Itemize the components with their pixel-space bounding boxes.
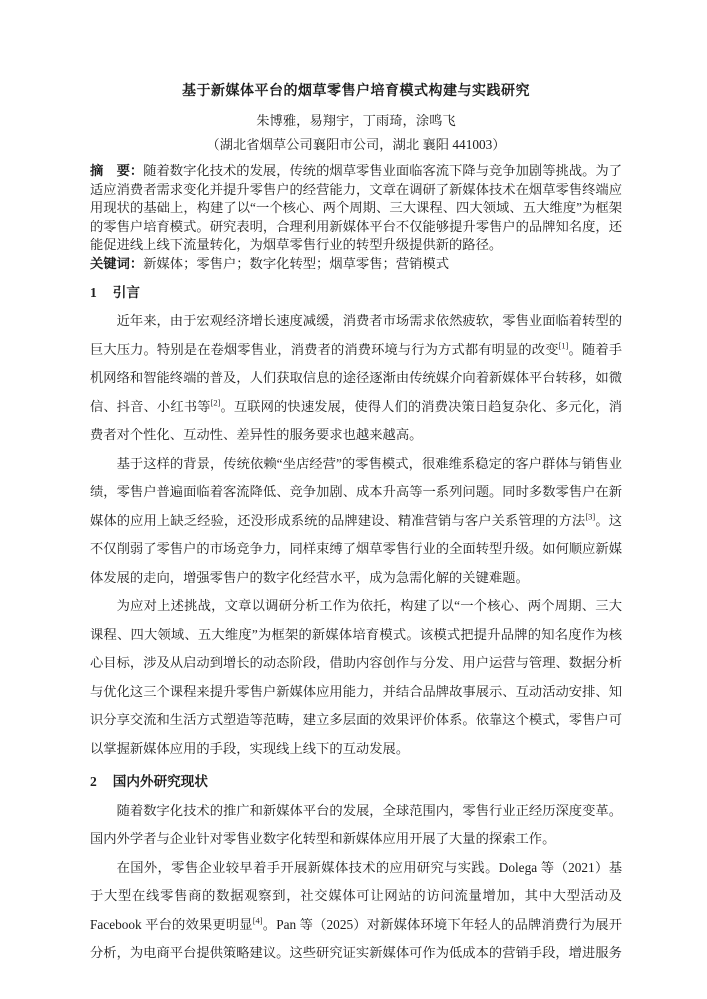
- affiliation-line: （湖北省烟草公司襄阳市公司，湖北 襄阳 441003）: [206, 137, 506, 152]
- section-heading: [90, 279, 622, 308]
- section-title: 国内外研究现状: [112, 774, 208, 790]
- section-number: 2: [90, 774, 97, 790]
- sections: [90, 279, 622, 968]
- keywords-label: 关键词：: [90, 255, 144, 271]
- keywords-text: 新媒体；零售户；数字化转型；烟草零售；营销模式: [143, 255, 450, 271]
- authors-line: 朱博雅，易翔宇，丁雨琦，涂鸣飞: [256, 113, 456, 128]
- section-heading: [90, 768, 622, 797]
- section-number: 1: [90, 284, 97, 300]
- body-paragraph: 为应对上述挑战，文章以调研分析工作为依托，构建了以“一个核心、两个周期、三大课程、四大领域、五大维度”为框架的新媒体培育模式。该模式把提升品牌的知名度作为核心目标，涉及从启动到增长的动态阶段，借助内容创作与分发、用户运营与管理、数据分析与优化这三个课程来提升零售户新媒体应用能力，并结合品牌故事展示、互动活动安排、知识分享交流和生活方式塑造等范畴，建立多层面的效果评价体系。依靠这个模式，零售户可以掌握新媒体应用的手段，实现线上线下的互动发展。: [90, 598, 622, 756]
- body-paragraph: 在国外，零售企业较早着手开展新媒体技术的应用研究与实践。Dolega 等（2021）基于大型在线零售商的数据观察到，社交媒体可让网站的访问流量增加，其中大型活动及 Facebook 平台的效果更明显[4]。Pan 等（2025）对新媒体环境下年轻人的品牌消费行为展开分析，为电商平台提供策略建议。这些研究证实新媒体可作为低成本的营销手段，增进服务: [90, 859, 622, 961]
- citation-marker: [2]: [210, 397, 221, 408]
- citation-marker: [3]: [585, 511, 596, 522]
- section-title: 引言: [112, 284, 140, 300]
- citation-marker: [1]: [558, 340, 569, 351]
- body-paragraph: 基于这样的背景，传统依赖“坐店经营”的零售模式，很难维系稳定的客户群体与销售业绩，零售户普遍面临着客流降低、竞争加剧、成本升高等一系列问题。同时多数零售户在新媒体的应用上缺乏经验，还没形成系统的品牌建设、精准营销与客户关系管理的方法[3]。这不仅削弱了零售户的市场竞争力，同样束缚了烟草零售行业的全面转型升级。如何顺应新媒体发展的走向，增强零售户的数字化经营水平，成为急需化解的关键难题。: [90, 455, 623, 585]
- abstract-text: 随着数字化技术的发展，传统的烟草零售业面临客流下降与竞争加剧等挑战。为了适应消费者需求变化并提升零售户的经营能力，文章在调研了新媒体技术在烟草零售终端应用现状的基础上，构建了以“一个核心、两个周期、三大课程、四大领域、五大维度”为框架的零售户培育模式。研究表明，合理利用新媒体平台不仅能够提升零售户的品牌知名度，还能促进线上线下流量转化，为烟草零售行业的转型升级提供新的路径。: [90, 163, 623, 253]
- citation-marker: [4]: [252, 915, 263, 926]
- keywords-paragraph: [90, 255, 622, 274]
- abstract-paragraph: [90, 162, 622, 255]
- abstract-label: 摘 要：: [90, 163, 144, 178]
- paper-title: 基于新媒体平台的烟草零售户培育模式构建与实践研究: [182, 84, 530, 99]
- body-paragraph: 近年来，由于宏观经济增长速度减缓，消费者市场需求依然疲软，零售业面临着转型的巨大压力。特别是在卷烟零售业，消费者的消费环境与行为方式都有明显的改变[1]。随着手机网络和智能终端的普及，人们获取信息的途径逐渐由传统媒介向着新媒体平台转移，如微信、抖音、小红书等[2]。互联网的快速发展，使得人们的消费决策日趋复杂化、多元化，消费者对个性化、互动性、差异性的服务要求也越来越高。: [90, 313, 623, 443]
- body-paragraph: 随着数字化技术的推广和新媒体平台的发展，全球范围内，零售行业正经历深度变革。国内外学者与企业针对零售业数字化转型和新媒体应用开展了大量的探索工作。: [90, 802, 622, 847]
